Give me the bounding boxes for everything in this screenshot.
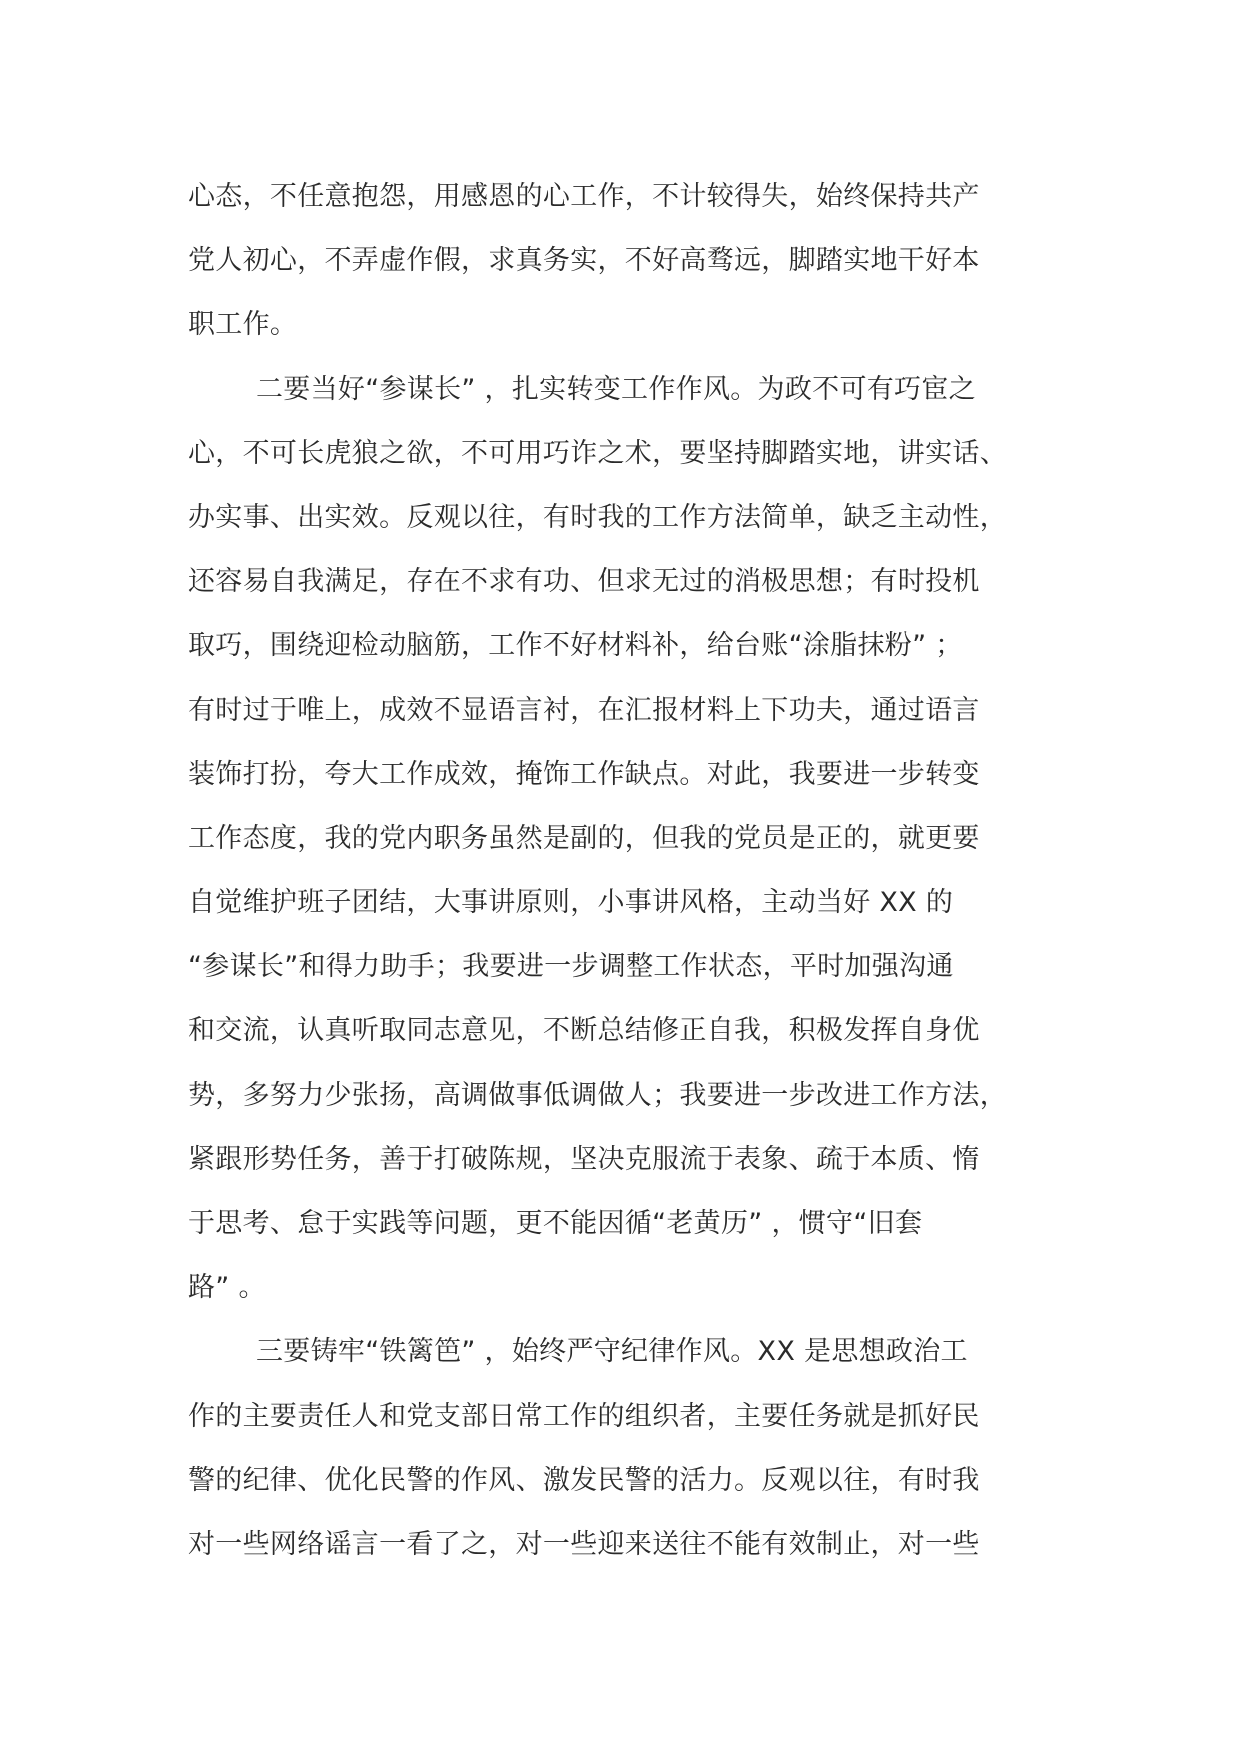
text-line: 紧跟形势任务，善于打破陈规，坚决克服流于表象、疏于本质、惰 [188,1143,980,1175]
text-line: 有时过于唯上，成效不显语言衬，在汇报材料上下功夫，通过语言 [188,694,980,726]
text-line: 势，多努力少张扬，高调做事低调做人；我要进一步改进工作方法， [188,1079,1007,1111]
text-line: 工作态度，我的党内职务虽然是副的，但我的党员是正的，就更要 [188,822,980,854]
text-line: 自觉维护班子团结，大事讲原则，小事讲风格，主动当好 XX 的 [188,887,954,919]
text-line: 党人初心，不弄虚作假，求真务实，不好高骛远，脚踏实地干好本 [188,245,980,277]
text-line: 于思考、怠于实践等问题，更不能因循“老黄历” ，惯守“旧套 [188,1208,923,1239]
text-line: 路” 。 [188,1272,266,1304]
text-line: 心，不可长虎狼之欲，不可用巧诈之术，要坚持脚踏实地，讲实话、 [188,437,1007,469]
text-line: 心态，不任意抱怨，用感恩的心工作，不计较得失，始终保持共产 [188,181,980,212]
text-line: 警的纪律、优化民警的作风、激发民警的活力。反观以往，有时我 [188,1464,980,1496]
text-line: “参谋长”和得力助手；我要进一步调整工作状态，平时加强沟通 [188,951,954,983]
text-line: 作的主要责任人和党支部日常工作的组织者，主要任务就是抓好民 [188,1400,980,1432]
text-line: 办实事、出实效。反观以往，有时我的工作方法简单，缺乏主动性， [188,501,1007,533]
body-text [188,165,1068,1577]
text-line: 还容易自我满足，存在不求有功、但求无过的消极思想；有时投机 [188,566,980,598]
text-line: 三要铸牢“铁篱笆” ，始终严守纪律作风。XX 是思想政治工 [256,1336,968,1368]
text-line: 取巧，围绕迎检动脑筋，工作不好材料补，给台账“涂脂抹粉” ； [188,630,963,662]
text-line: 装饰打扮，夸大工作成效，掩饰工作缺点。对此，我要进一步转变 [188,758,980,790]
text-line: 对一些网络谣言一看了之，对一些迎来送往不能有效制止，对一些 [188,1528,980,1560]
text-line: 职工作。 [188,309,298,341]
text-line: 和交流，认真听取同志意见，不断总结修正自我，积极发挥自身优 [188,1015,980,1047]
text-line: 二要当好“参谋长” ，扎实转变工作作风。为政不可有巧宦之 [256,373,976,405]
